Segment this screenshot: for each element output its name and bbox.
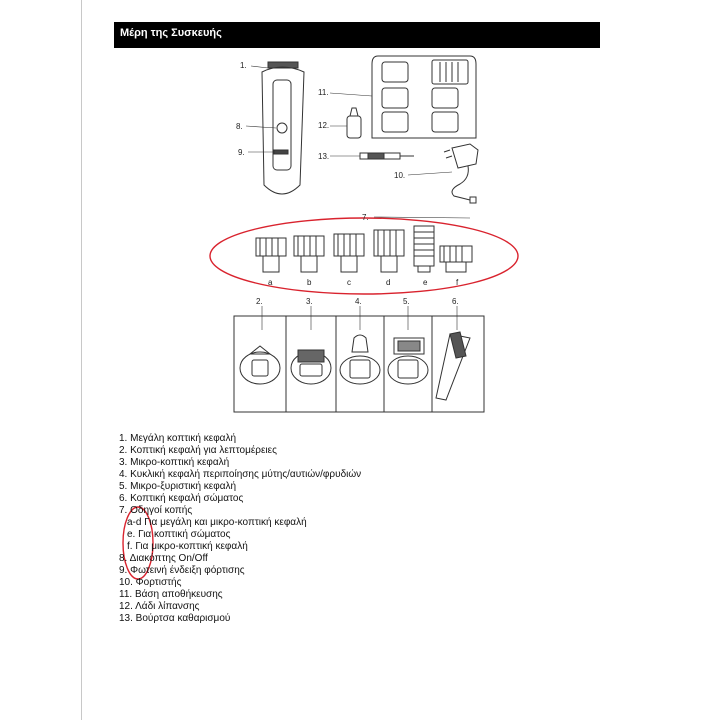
label-9: 9. bbox=[238, 148, 245, 157]
head-panels bbox=[234, 316, 484, 412]
list-item: 4. Κυκλική κεφαλή περιποίησης μύτης/αυτιών/φρυδιών bbox=[119, 469, 362, 480]
list-item: 9. Φωτεινή ένδειξη φόρτισης bbox=[119, 565, 245, 576]
list-item: 11. Βάση αποθήκευσης bbox=[119, 589, 223, 600]
cleaning-brush-illustration bbox=[360, 153, 414, 159]
label-8: 8. bbox=[236, 122, 243, 131]
list-item: 5. Μικρο-ξυριστική κεφαλή bbox=[119, 481, 237, 492]
list-item: 8. Διακόπτης On/Off bbox=[119, 553, 208, 564]
list-item: 1. Μεγάλη κοπτική κεφαλή bbox=[119, 433, 237, 444]
comb-label-f: f bbox=[456, 278, 459, 287]
list-subitem: f. Για μικρο-κοπτική κεφαλή bbox=[127, 541, 248, 552]
comb-label-d: d bbox=[386, 278, 391, 287]
list-item: 2. Κοπτική κεφαλή για λεπτομέρειες bbox=[119, 445, 277, 456]
head-label-5: 5. bbox=[403, 297, 410, 306]
label-1: 1. bbox=[240, 61, 247, 70]
list-item: 12. Λάδι λίπανσης bbox=[119, 601, 200, 612]
comb-label-b: b bbox=[307, 278, 312, 287]
label-10: 10. bbox=[394, 171, 406, 180]
comb-guides-illustration bbox=[256, 226, 472, 272]
comb-label-a: a bbox=[268, 278, 273, 287]
label-7: 7. bbox=[362, 213, 369, 222]
head-label-6: 6. bbox=[452, 297, 459, 306]
parts-list bbox=[119, 433, 361, 625]
storage-base-illustration bbox=[372, 56, 476, 138]
list-subitem: a-d Για μεγάλη και μικρο-κοπτική κεφαλή bbox=[127, 517, 307, 528]
comb-label-e: e bbox=[423, 278, 428, 287]
trimmer-illustration bbox=[262, 62, 304, 194]
oil-bottle-illustration bbox=[347, 108, 361, 138]
list-item: 6. Κοπτική κεφαλή σώματος bbox=[119, 493, 244, 504]
head-label-4: 4. bbox=[355, 297, 362, 306]
label-12: 12. bbox=[318, 121, 330, 130]
list-item: 13. Βούρτσα καθαρισμού bbox=[119, 613, 231, 624]
section-title: Μέρη της Συσκευής bbox=[120, 27, 222, 39]
list-item: 3. Μικρο-κοπτική κεφαλή bbox=[119, 457, 230, 468]
list-item: 7. Οδηγοί κοπής bbox=[119, 505, 193, 516]
head-label-2: 2. bbox=[256, 297, 263, 306]
label-11: 11. bbox=[318, 88, 329, 97]
list-subitem: e. Για κοπτική σώματος bbox=[127, 529, 231, 540]
comb-label-c: c bbox=[347, 278, 351, 287]
label-13: 13. bbox=[318, 152, 330, 161]
charger-illustration bbox=[444, 144, 478, 203]
list-item: 10. Φορτιστής bbox=[119, 577, 182, 588]
head-label-3: 3. bbox=[306, 297, 313, 306]
